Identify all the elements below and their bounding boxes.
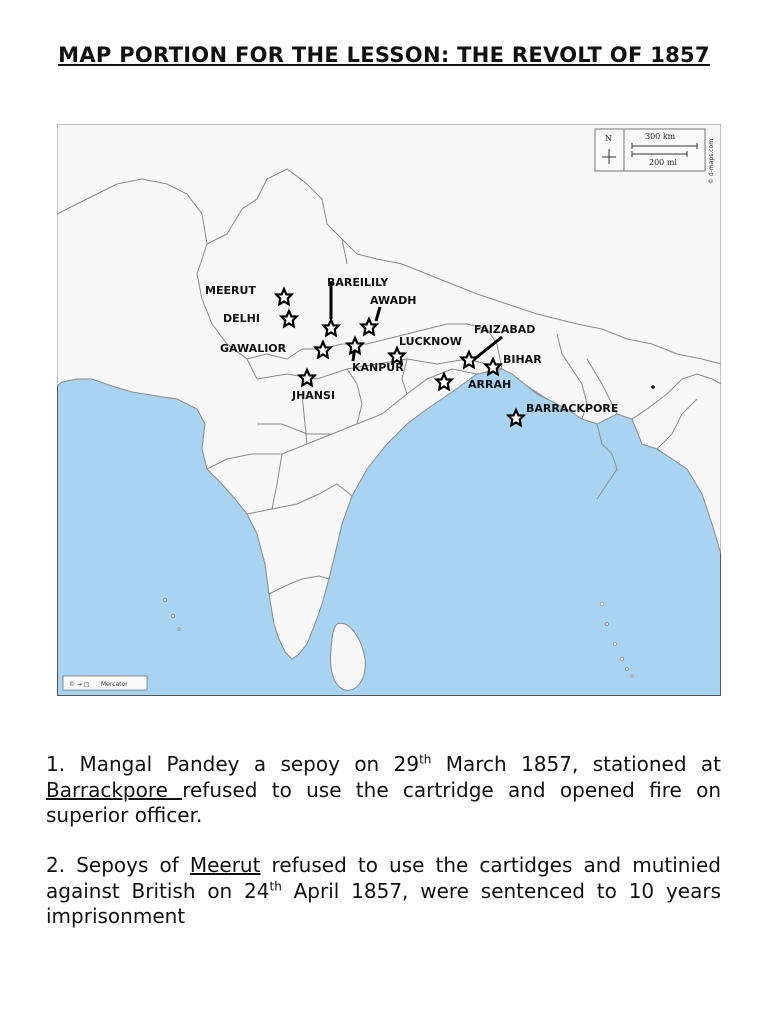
paragraph-1-underlined: Barrackpore xyxy=(46,777,183,802)
label-awadh: AWADH xyxy=(370,294,417,307)
page-title: MAP PORTION FOR THE LESSON: THE REVOLT OF 1857 xyxy=(58,43,710,67)
label-delhi: DELHI xyxy=(223,312,260,325)
label-jhansi: JHANSI xyxy=(292,389,336,402)
scale-mi: 200 mi xyxy=(649,158,677,167)
map-svg xyxy=(57,124,721,696)
paragraph-1-text-b: March 1857, stationed at xyxy=(431,752,722,776)
projection-label: Mercator xyxy=(101,681,128,688)
scale-box xyxy=(595,129,705,171)
paragraph-1-number: 1. xyxy=(46,752,66,776)
paragraph-2-sup: th xyxy=(269,878,282,893)
projection-box xyxy=(63,676,147,690)
paragraph-2 xyxy=(46,853,721,930)
paragraph-1-text-c: refused to use the cartridge and opened fire on superior officer. xyxy=(46,777,722,827)
scale-km: 300 km xyxy=(645,132,676,141)
label-bihar: BIHAR xyxy=(503,353,542,366)
paragraph-2-text-a: Sepoys of xyxy=(76,853,190,877)
label-faizabad: FAIZABAD xyxy=(474,323,536,336)
projection-icon: © → □ xyxy=(69,681,90,688)
dot-marker xyxy=(651,385,655,389)
label-bareilily: BAREILILY xyxy=(327,276,389,289)
paragraph-2-text-c: April 1857, were sentenced to 10 years imprisonment xyxy=(46,878,721,928)
paragraph-1-text-a: Mangal Pandey a sepoy on 29 xyxy=(79,752,420,776)
label-gawalior: GAWALIOR xyxy=(220,342,287,355)
label-kanpur: KANPUR xyxy=(352,361,404,374)
paragraph-1-sup: th xyxy=(419,752,432,767)
paragraph-2-text-b: refused to use the cartidges and mutinied against British on 24 xyxy=(46,853,722,903)
label-meerut: MEERUT xyxy=(205,284,256,297)
copyright-label: © d-maps.com xyxy=(708,138,715,184)
paragraph-2-number: 2. xyxy=(46,853,66,877)
label-barrackpore: BARRACKPORE xyxy=(526,402,619,415)
india-map xyxy=(57,124,721,696)
label-lucknow: LUCKNOW xyxy=(399,335,462,348)
north-label: N xyxy=(605,134,612,143)
paragraph-2-underlined: Meerut xyxy=(189,853,261,877)
label-arrah: ARRAH xyxy=(468,378,512,391)
paragraph-1 xyxy=(46,752,721,829)
